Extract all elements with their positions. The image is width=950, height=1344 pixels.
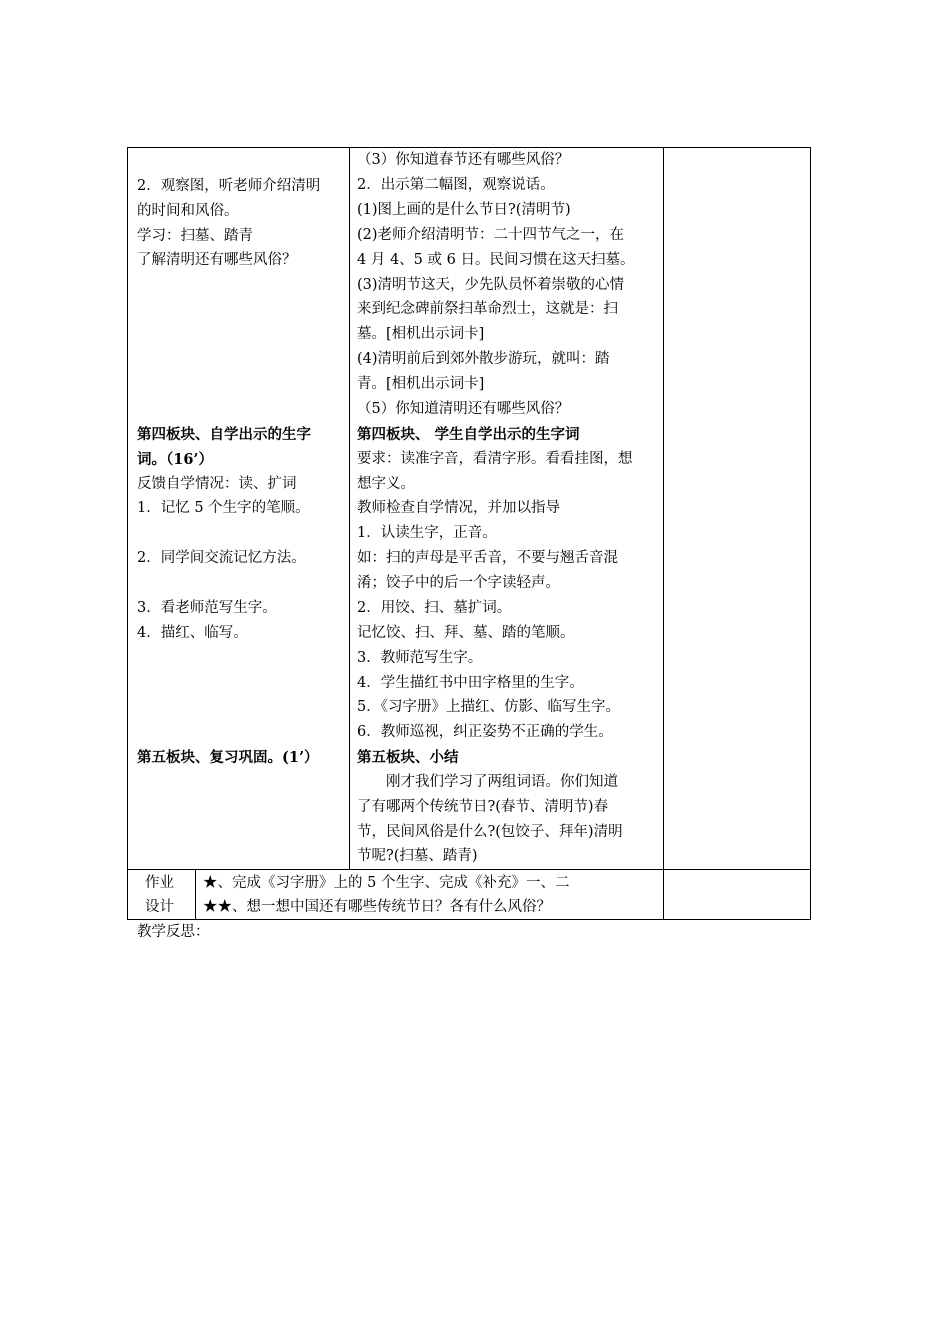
mid-text-line: 4 月 4、5 或 6 日。民间习惯在这天扫墓。 (357, 252, 635, 268)
mid-text-line: 5．《习字册》上描红、仿影、临写生字。 (357, 699, 620, 715)
mid-text-line: (2)老师介绍清明节：二十四节气之一，在 (357, 227, 625, 243)
section-four-heading-cont: 词。（16’） (137, 451, 213, 468)
left-text-line: 反馈自学情况：读、扩词 (137, 476, 297, 492)
teaching-reflection-label: 教学反思： (137, 924, 210, 940)
mid-text-line: 4．学生描红书中田字格里的生字。 (357, 675, 584, 691)
mid-text-line: (3)清明节这天，少先队员怀着崇敬的心情 (357, 277, 625, 293)
mid-text-line: 2．用饺、扫、墓扩词。 (357, 600, 512, 616)
homework-label: 设计 (145, 899, 174, 915)
homework-label-divider (195, 869, 196, 920)
mid-text-line: (1)图上画的是什么节日?(清明节) (357, 202, 571, 218)
mid-text-line: 6．教师巡视，纠正姿势不正确的学生。 (357, 724, 613, 740)
mid-text-line: 来到纪念碑前祭扫革命烈士，这就是：扫 (357, 301, 618, 317)
left-text-line: 的时间和风俗。 (137, 203, 239, 219)
mid-text-line: 要求：读准字音，看清字形。看看挂图，想 (357, 451, 633, 467)
section-five-heading: 第五板块、复习巩固。(1’） (137, 749, 319, 766)
mid-text-line: 淆；饺子中的后一个字读轻声。 (357, 575, 560, 591)
teacher-section-four-heading: 第四板块、 学生自学出示的生字词 (357, 426, 580, 443)
left-text-line: 学习：扫墓、踏青 (137, 228, 253, 244)
mid-text-line: 教师检查自学情况，并加以指导 (357, 500, 560, 516)
left-text-line: 了解清明还有哪些风俗？ (137, 252, 297, 268)
mid-text-line: 刚才我们学习了两组词语。你们知道 (386, 774, 618, 790)
mid-text-line: 2．出示第二幅图，观察说话。 (357, 177, 555, 193)
mid-text-line: （5）你知道清明还有哪些风俗？ (357, 401, 570, 417)
left-text-line: 2．观察图，听老师介绍清明 (137, 178, 321, 194)
column-divider-left (349, 147, 350, 870)
mid-text-line: 节，民间风俗是什么?(包饺子、拜年)清明 (357, 824, 623, 840)
teacher-section-five-heading: 第五板块、小结 (357, 749, 459, 766)
table-row-divider (127, 869, 811, 870)
mid-text-line: 了有哪两个传统节日?(春节、清明节)春 (357, 799, 609, 815)
left-text-line: 4．描红、临写。 (137, 625, 248, 641)
table-right-border (810, 147, 811, 920)
mid-text-line: (4)清明前后到郊外散步游玩，就叫：踏 (357, 351, 610, 367)
mid-text-line: 墓。[相机出示词卡] (357, 326, 485, 342)
mid-text-line: 记忆饺、扫、拜、墓、踏的笔顺。 (357, 625, 575, 641)
left-text-line: 2．同学间交流记忆方法。 (137, 550, 306, 566)
homework-item: ★、完成《习字册》上的 5 个生字、完成《补充》一、二 (203, 875, 570, 891)
homework-label: 作业 (145, 875, 174, 891)
column-divider-right (663, 147, 664, 920)
left-text-line: 3．看老师范写生字。 (137, 600, 277, 616)
section-four-heading: 第四板块、自学出示的生字 (137, 426, 311, 443)
left-text-line: 1．记忆 5 个生字的笔顺。 (137, 500, 310, 516)
mid-text-line: 节呢?(扫墓、踏青) (357, 848, 478, 864)
homework-item: ★★、想一想中国还有哪些传统节日？各有什么风俗？ (203, 899, 551, 915)
table-left-border (127, 147, 128, 920)
mid-text-line: 1．认读生字，正音。 (357, 525, 497, 541)
mid-text-line: （3）你知道春节还有哪些风俗？ (357, 152, 570, 168)
mid-text-line: 如：扫的声母是平舌音，不要与翘舌音混 (357, 550, 618, 566)
mid-text-line: 3．教师范写生字。 (357, 650, 483, 666)
mid-text-line: 想字义。 (357, 476, 415, 492)
mid-text-line: 青。[相机出示词卡] (357, 376, 485, 392)
